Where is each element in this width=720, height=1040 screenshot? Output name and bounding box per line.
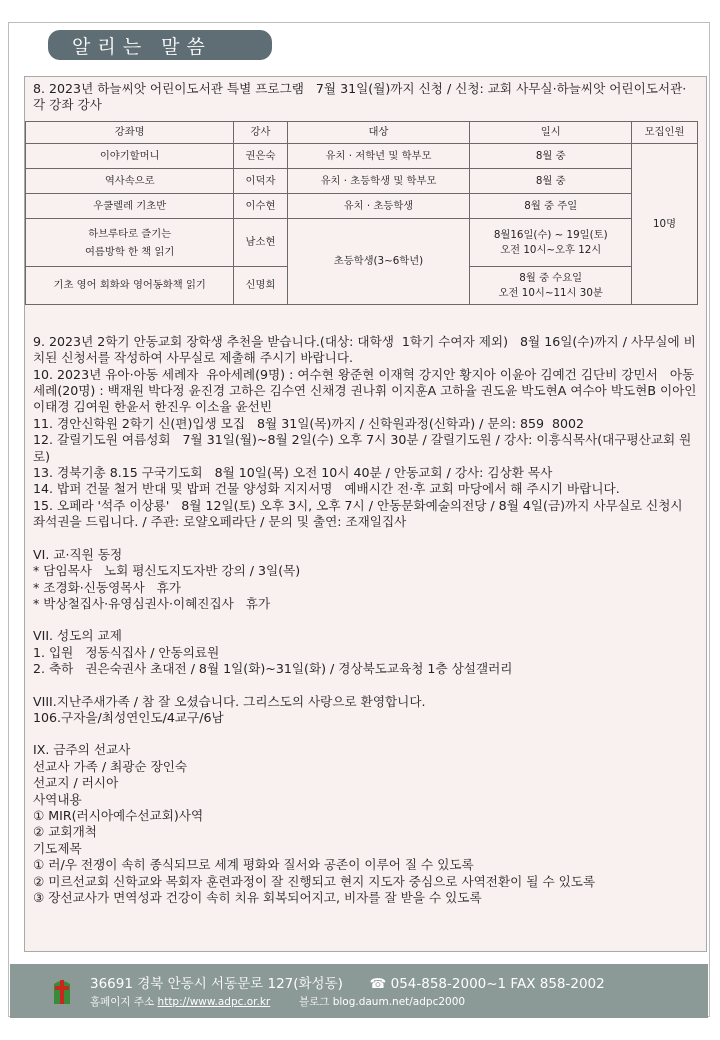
church-logo-icon [50,976,74,1006]
course-cell: 하브루타로 즐기는 여름방학 한 책 읽기 [26,219,234,267]
list-item: ① 러/우 전쟁이 속히 종식되므로 세계 평화와 질서와 공존이 이루어 질 수 있도록 [33,857,474,873]
section-heading: VI. 교·직원 동정 [33,546,123,562]
notice-13: 13. 경북기총 8.15 구국기도회 8월 10일(목) 오전 10시 40분 / 안동교회 / 강사: 김상환 목사 [33,465,553,481]
time-cell: 8월 중 [470,169,632,194]
teacher-cell: 남소현 [234,219,287,267]
list-item: * 박상철집사·유영심권사·이혜진집사 휴가 [33,595,271,611]
table-row [26,169,698,194]
notice-10: 10. 2023년 유아·아동 세례자 유아세례(9명) : 여수현 왕준현 이재혁 강지안 황지아 이윤아 김예건 김단비 강민서 아동세례(20명) : 백재원 박다정 윤진경 고하은 김수연 신채경 권나휘 이지훈A 고하율 권도윤 박도현A 여수아 박도현B 이아인 이태경 김여원 한윤서 한진우 이소율 윤선빈 [33,366,701,415]
footer-blog: 블로그 blog.daum.net/adpc2000 [298,996,466,1008]
section-heading: VIII.지난주새가족 / 참 잘 오셨습니다. 그리스도의 사랑으로 환영합니다. [33,693,426,709]
homepage-link[interactable]: http://www.adpc.or.kr [157,996,271,1008]
teacher-cell: 이덕자 [234,169,287,194]
notice-11: 11. 경안신학원 2학기 신(편)입생 모집 8월 31일(목)까지 / 신학원과정(신학과) / 문의: 859 8002 [33,415,585,431]
notice-8: 8. 2023년 하늘씨앗 어린이도서관 특별 프로그램 7월 31일(월)까지 신청 / 신청: 교회 사무실·하늘씨앗 어린이도서관·각 강좌 강사 [33,81,687,113]
notice-15: 15. 오페라 '석주 이상룡' 8월 12일(토) 오후 3시, 오후 7시 / 안동문화예술의전당 / 8월 4일(금)까지 사무실로 신청시 좌석권을 드립니다. / 주관: 로얄오페라단 / 문의 및 출연: 조재일집사 [33,497,687,530]
list-item: ② 교회개척 [33,824,97,840]
target-cell: 유치 · 초등학생 [287,194,470,219]
list-item: 선교사 가족 / 최광순 장인숙 [33,758,188,774]
table-row [26,219,698,267]
table-header: 모집인원 [632,122,698,144]
capacity-cell: 10명 [632,144,698,305]
target-cell: 유치 · 초등학생 및 학부모 [287,169,470,194]
list-item: 선교지 / 러시아 [33,775,119,791]
notice-14: 14. 밥퍼 건물 철거 반대 및 밥퍼 건물 양성화 지지서명 예배시간 전·후 교회 마당에서 해 주시기 바랍니다. [33,481,620,497]
course-cell: 기초 영어 회화와 영어동화책 읽기 [26,267,234,305]
table-header: 대상 [287,122,470,144]
course-cell: 우쿨렐레 기초반 [26,194,234,219]
course-cell: 역사속으로 [26,169,234,194]
section-heading: VII. 성도의 교제 [33,628,122,644]
list-item: ③ 장선교사가 면역성과 건강이 속히 치유 회복되어지고, 비자를 잘 받을 수 있도록 [33,890,482,905]
time-cell: 8월 중 [470,144,632,169]
table-row [26,144,698,169]
target-cell: 초등학생(3~6학년) [287,219,470,305]
list-item: ② 미르선교회 신학교와 목회자 훈련과정이 잘 진행되고 현지 지도자 중심으로 사역전환이 될 수 있도록 [33,873,596,889]
list-item: ① MIR(러시아예수선교회)사역 [33,807,204,823]
table-header: 강사 [234,122,287,144]
time-cell: 8월 중 수요일 오전 10시~11시 30분 [470,267,632,305]
list-item: * 담임목사 노회 평신도지도자반 강의 / 3일(목) [33,563,301,579]
footer [10,964,708,1018]
list-item: 기도제목 [33,840,82,856]
footer-address: 36691 경북 안동시 서동문로 127(화성동) [90,976,343,992]
table-header: 강좌명 [26,122,234,144]
list-item: * 조경화·신동영목사 휴가 [33,579,181,595]
homepage-label: 홈페이지 주소 [90,996,155,1008]
time-cell: 8월16일(수) ~ 19일(토) 오전 10시~오후 12시 [470,219,632,267]
notice-12: 12. 갈릴기도원 여름성회 7월 31일(월)~8월 2일(수) 오후 7시 30분 / 갈릴기도원 / 강사: 이흥식목사(대구평산교회 원로) [33,432,692,464]
section-heading: IX. 금주의 선교사 [33,742,131,758]
list-item: 106.구자을/최성연인도/4교구/6남 [33,709,224,725]
program-table [25,121,698,305]
list-item: 1. 입원 정동식집사 / 안동의료원 [33,644,220,660]
footer-phone: ☎ 054-858-2000~1 FAX 858-2002 [369,976,605,992]
table-row [26,194,698,219]
course-cell: 이야기할머니 [26,144,234,169]
list-item: 2. 축하 권은숙권사 초대전 / 8월 1일(화)~31일(화) / 경상북도교육청 1층 상설갤러리 [33,661,513,677]
table-header: 일시 [470,122,632,144]
target-cell: 유치 · 저학년 및 학부모 [287,144,470,169]
time-cell: 8월 중 주일 [470,194,632,219]
teacher-cell: 이수현 [234,194,287,219]
notice-content [24,76,707,952]
teacher-cell: 권은숙 [234,144,287,169]
teacher-cell: 신명희 [234,267,287,305]
notice-9: 9. 2023년 2학기 안동교회 장학생 추천을 받습니다.(대상: 대학생 1학기 수여자 제외) 8월 16일(수)까지 / 사무실에 비치된 신청서를 작성하여 사무실로 제출해 주시기 바랍니다. [33,333,696,366]
list-item: 사역내용 [33,791,82,807]
section-title: 알리는 말씀 [48,30,272,60]
